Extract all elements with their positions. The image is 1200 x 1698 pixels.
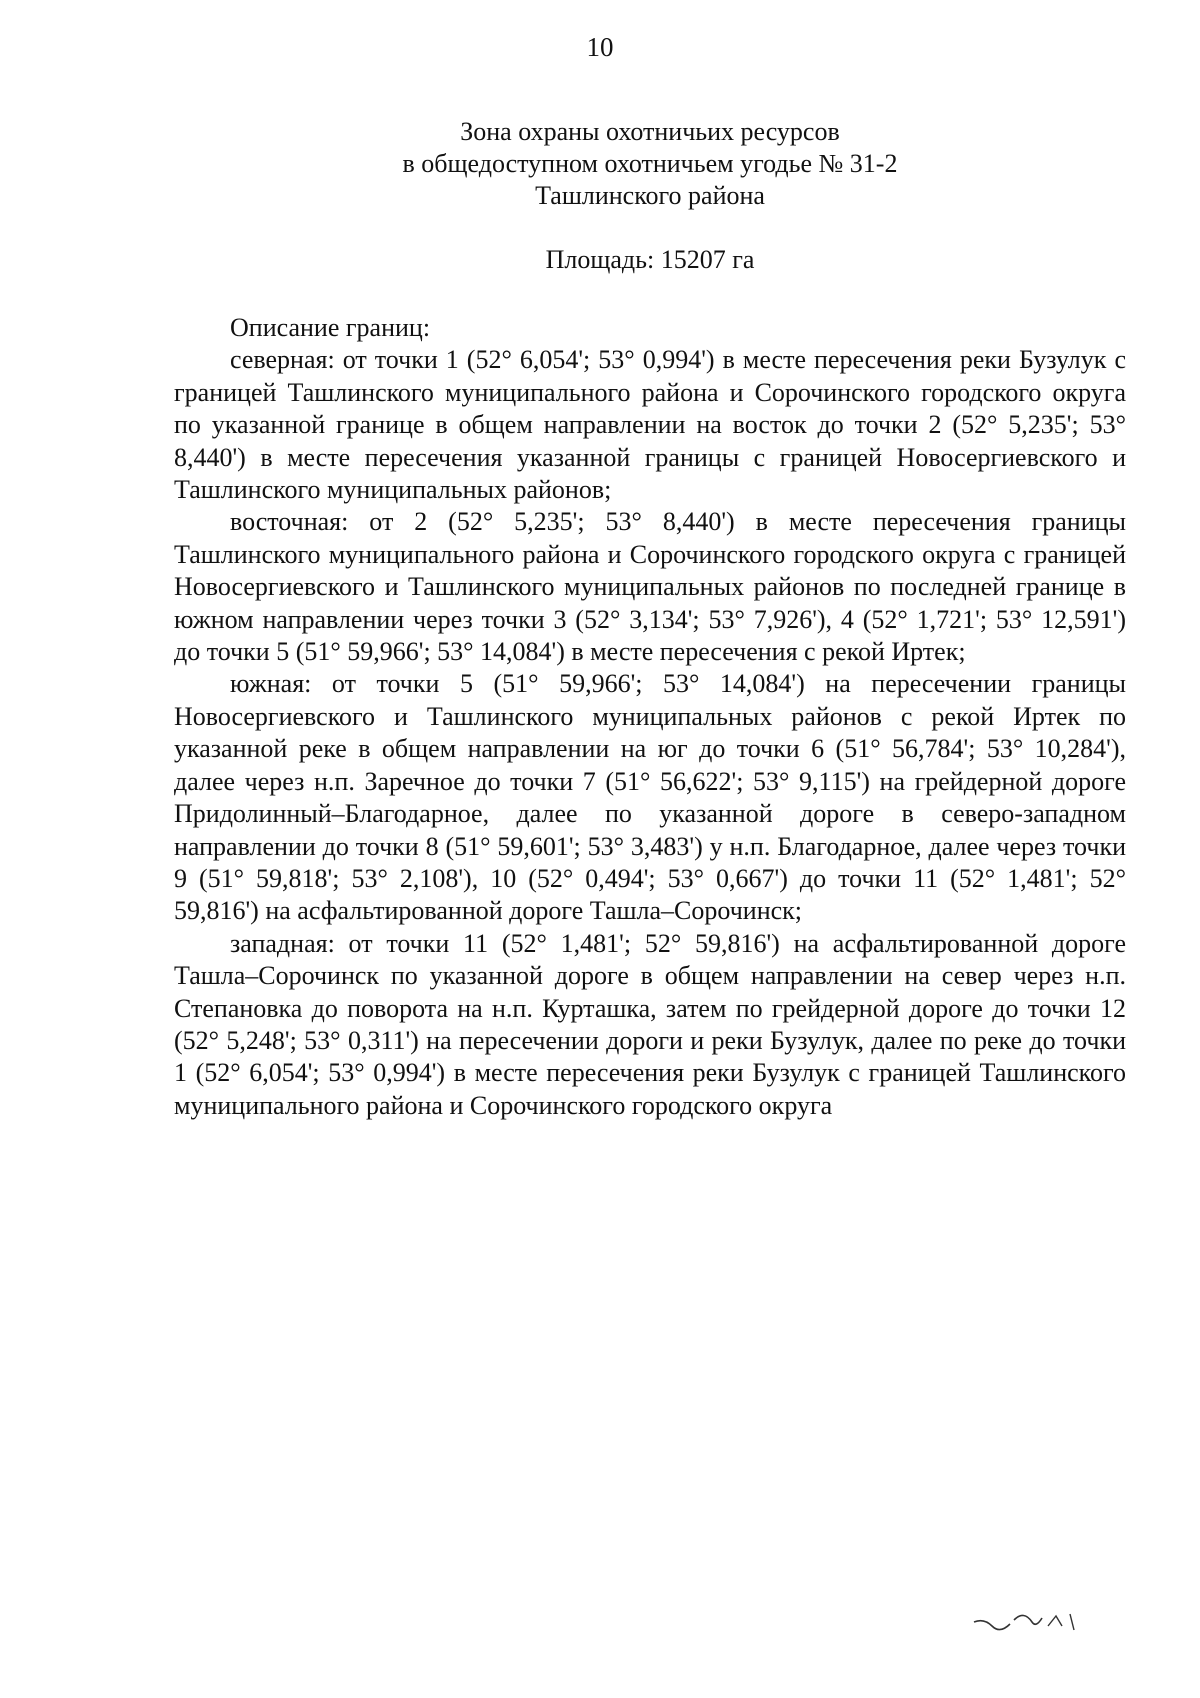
boundary-east: восточная: от 2 (52° 5,235'; 53° 8,440') в месте пересечения границы Ташлинского муниципального района и Сорочинского городского округа с границей Новосергиевского и Ташлинского муниципальных районов по последней границе в южном направлении через точки 3 (52° 3,134'; 53° 7,926'), 4 (52° 1,721'; 53° 12,591') до точки 5 (51° 59,966'; 53° 14,084') в месте пересечения с рекой Иртек; xyxy=(174,507,1126,667)
title-line-3: Ташлинского района xyxy=(535,181,765,210)
boundary-west: западная: от точки 11 (52° 1,481'; 52° 59,816') на асфальтированной дороге Ташла–Сорочинск по указанной дороге в общем направлении на север через н.п. Степановка до поворота на н.п. Курташка, затем по грейдерной дороге до точки 12 (52° 5,248'; 53° 0,311') на пересечении дороги и реки Бузулук, далее по реке до точки 1 (52° 6,054'; 53° 0,994') в месте пересечения реки Бузулук с границей Ташлинского муниципального района и Сорочинского городского округа xyxy=(174,928,1126,1120)
boundary-description xyxy=(174,312,1126,1122)
title-line-2: в общедоступном охотничьем угодье № 31-2 xyxy=(402,149,898,178)
handwritten-initials xyxy=(970,1600,1090,1640)
boundary-south: южная: от точки 5 (51° 59,966'; 53° 14,084') на пересечении границы Новосергиевского и Ташлинского муниципальных районов с рекой Иртек по указанной реке в общем направлении на юг до точки 6 (51° 56,784'; 53° 10,284'), далее через н.п. Заречное до точки 7 (51° 56,622'; 53° 9,115') на грейдерной дороге Придолинный–Благодарное, далее по указанной дороге в северо-западном направлении до точки 8 (51° 59,601'; 53° 3,483') у н.п. Благодарное, далее через точки 9 (51° 59,818'; 53° 2,108'), 10 (52° 0,494'; 53° 0,667') до точки 11 (52° 1,481'; 52° 59,816') на асфальтированной дороге Ташла–Сорочинск; xyxy=(174,669,1126,926)
document-title xyxy=(300,116,1000,212)
area-statement: Площадь: 15207 га xyxy=(545,245,755,274)
boundary-north: северная: от точки 1 (52° 6,054'; 53° 0,994') в месте пересечения реки Бузулук с границей Ташлинского муниципального района и Сорочинского городского округа по указанной границе в общем направлении на восток до точки 2 (52° 5,235'; 53° 8,440') в месте пересечения указанной границы с границей Новосергиевского и Ташлинского муниципальных районов; xyxy=(174,345,1126,505)
title-line-1: Зона охраны охотничьих ресурсов xyxy=(460,117,840,146)
description-heading: Описание границ: xyxy=(230,313,431,342)
page-number: 10 xyxy=(586,32,614,62)
